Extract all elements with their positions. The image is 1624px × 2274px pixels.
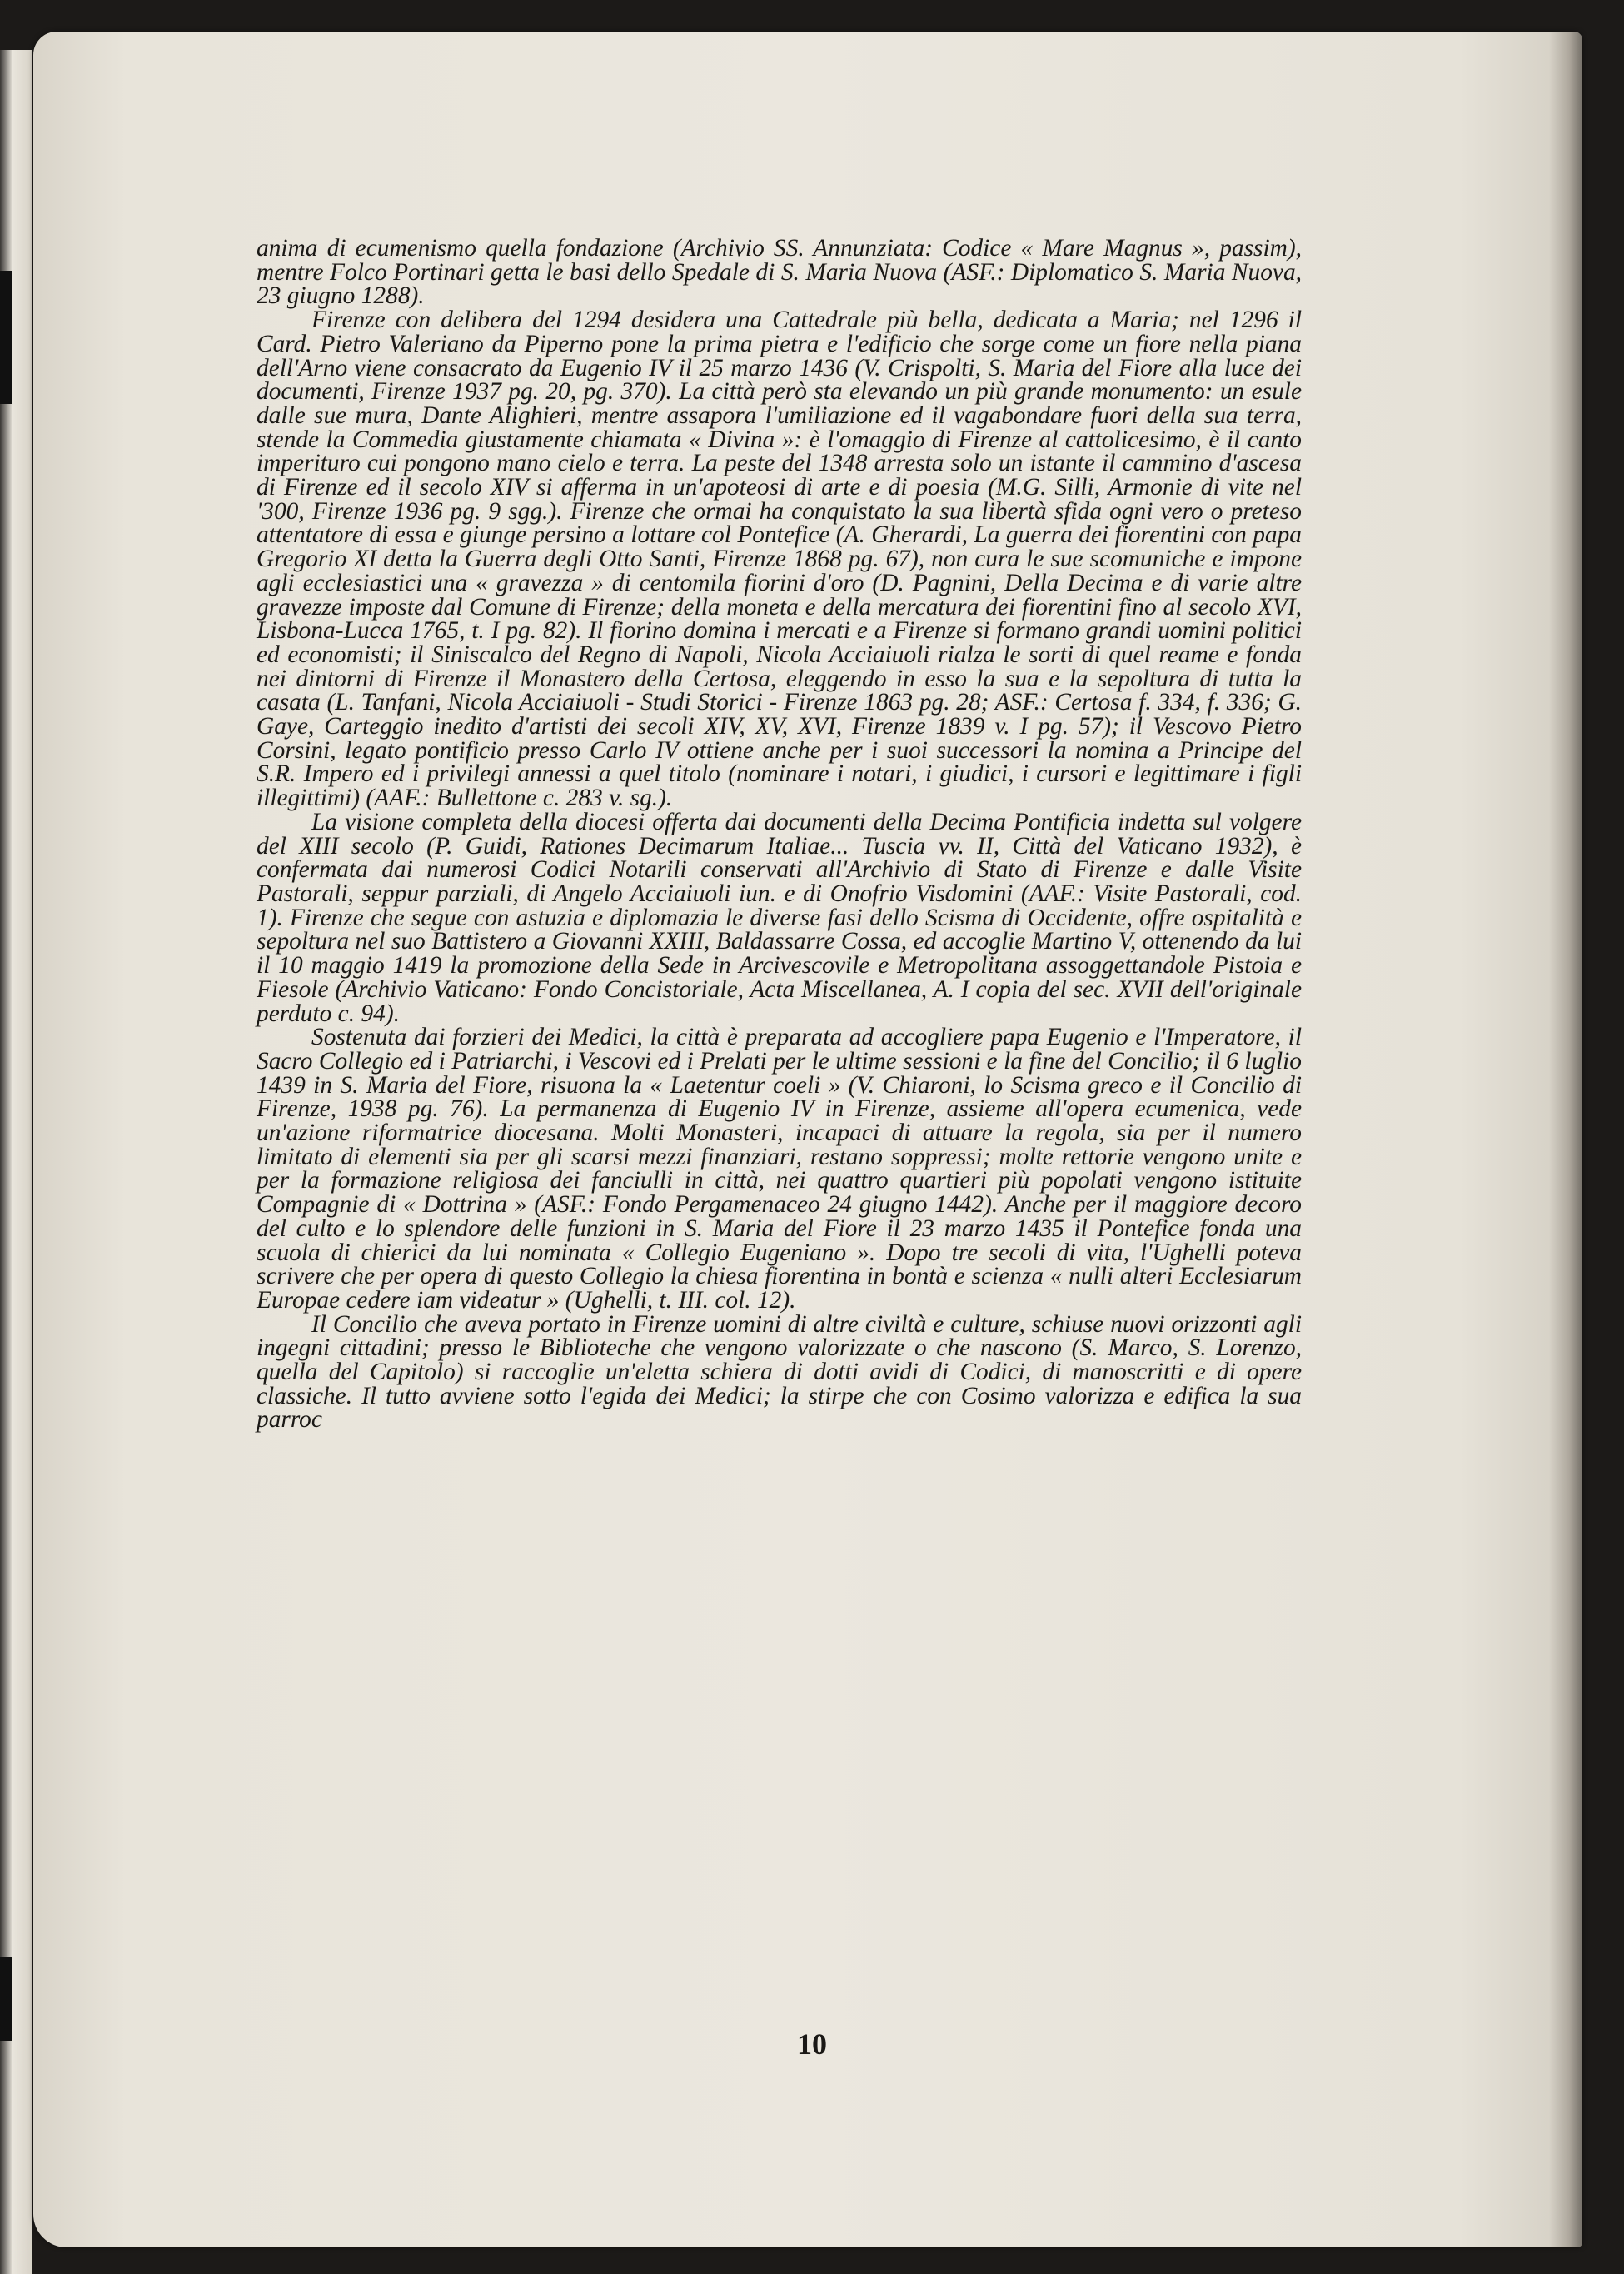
page-gutter-shadow — [1549, 32, 1582, 2247]
paragraph: Sostenuta dai forzieri dei Medici, la città è preparata ad accogliere papa Eugenio e l'Imperatore, il Sacro Collegio ed i Patriarchi, i Vescovi ed i Prelati per le ultime sessioni e la fine del Concilio; il 6 luglio 1439 in S. Maria del Fiore, risuona la « Laetentur coeli » (V. Chiaroni, lo Scisma greco e il Concilio di Firenze, 1938 pg. 76). La permanenza di Eugenio IV in Firenze, assieme all'opera ecumenica, vede un'azione riformatrice diocesana. Molti Monasteri, incapaci di attuare la regola, sia per il numero limitato di elementi sia per gli scarsi mezzi finanziari, restano soppressi; molte rettorie vengono unite e per la formazione religiosa dei fanciulli in città, nei quattro quartieri più popolati vengono istituite Compagnie di « Dottrina » (ASF.: Fondo Pergamenaceo 24 giugno 1442). Anche per il maggiore decoro del culto e lo splendore delle funzioni in S. Maria del Fiore il 23 marzo 1435 il Pontefice fonda una scuola di chierici da lui nominata « Collegio Eugeniano ». Dopo tre secoli di vita, l'Ughelli poteva scrivere che per opera di questo Collegio la chiesa fiorentina in bontà e scienza « nulli alteri Ecclesiarum Europae cedere iam videatur » (Ughelli, t. III. col. 12). — [257, 1024, 1302, 1314]
paragraph: La visione completa della diocesi offerta dai documenti della Decima Pontificia indetta sul volgere del XIII secolo (P. Guidi, Rationes Decimarum Italiae... Tuscia vv. II, Città del Vaticano 1932), è confermata dai numerosi Codici Notarili conservati all'Archivio di Stato di Firenze e dalle Visite Pastorali, seppur parziali, di Angelo Acciaiuoli iun. e di Onofrio Visdomini (AAF.: Visite Pastorali, cod. 1). Firenze che segue con astuzia e diplomazia le diverse fasi dello Scisma di Occidente, offre ospitalità e sepoltura nel suo Battistero a Giovanni XXIII, Baldassarre Cossa, ed accoglie Martino V, ottenendo da lui il 10 maggio 1419 la promozione della Sede in Arcivescovile e Metropolitana assoggettandole Pistoia e Fiesole (Archivio Vaticano: Fondo Concistoriale, Acta Miscellanea, A. I copia del sec. XVII dell'originale perduto c. 94). — [257, 808, 1302, 1027]
adjacent-page-edge — [0, 50, 32, 2274]
paragraph: anima di ecumenismo quella fondazione (Archivio SS. Annunziata: Codice « Mare Magnus », passim), mentre Folco Portinari getta le basi dello Spedale di S. Maria Nuova (ASF.: Diplomatico S. Maria Nuova, 23 giugno 1288). — [257, 235, 1302, 310]
scan-edge-mark — [0, 271, 12, 404]
paragraph: Il Concilio che aveva portato in Firenze uomini di altre civiltà e culture, schiuse nuovi orizzonti agli ingegni cittadini; presso le Biblioteche che vengono valorizzate o che nascono (S. Marco, S. Lorenzo, quella del Capitolo) si raccoglie un'eletta schiera di dotti avidi di Codici, di manoscritti e di opere classiche. Il tutto avviene sotto l'egida dei Medici; la stirpe che con Cosimo valorizza e edifica la sua parroc — [257, 1310, 1302, 1434]
page-number: 10 — [797, 2027, 827, 2061]
body-text — [257, 237, 1302, 1432]
paragraph: Firenze con delibera del 1294 desidera una Cattedrale più bella, dedicata a Maria; nel 1296 il Card. Pietro Valeriano da Piperno pone la prima pietra e l'edificio che sorge come un fiore nella piana dell'Arno viene consacrato da Eugenio IV il 25 marzo 1436 (V. Crispolti, S. Maria del Fiore alla luce dei documenti, Firenze 1937 pg. 20, pg. 370). La città però sta elevando un più grande monumento: un esule dalle sue mura, Dante Alighieri, mentre assapora l'umiliazione ed il vagabondare fuori della sua terra, stende la Commedia giustamente chiamata « Divina »: è l'omaggio di Firenze al cattolicesimo, è il canto imperituro cui pongono mano cielo e terra. La peste del 1348 arresta solo un istante il cammino d'ascesa di Firenze ed il secolo XIV si afferma in un'apoteosi di arte e di poesia (M.G. Silli, Armonie di vite nel '300, Firenze 1936 pg. 9 sgg.). Firenze che ormai ha conquistato la sua libertà sfida ogni vero o preteso attentatore di essa e giunge persino a lottare col Pontefice (A. Gherardi, La guerra dei fiorentini con papa Gregorio XI detta la Guerra degli Otto Santi, Firenze 1868 pg. 67), non cura le sue scomuniche e impone agli ecclesiastici una « gravezza » di centomila fiorini d'oro (D. Pagnini, Della Decima e di varie altre gravezze imposte dal Comune di Firenze; della moneta e della mercatura dei fiorentini fino al secolo XVI, Lisbona-Lucca 1765, t. I pg. 82). Il fiorino domina i mercati e a Firenze si formano grandi uomini politici ed economisti; il Siniscalco del Regno di Napoli, Nicola Acciaiuoli rialza le sorti di quel reame e fonda nei dintorni di Firenze il Monastero della Certosa, eleggendo in esso la sua e la sepoltura di tutta la casata (L. Tanfani, Nicola Acciaiuoli - Studi Storici - Firenze 1863 pg. 28; ASF.: Certosa f. 334, f. 336; G. Gaye, Carteggio inedito d'artisti dei secoli XIV, XV, XVI, Firenze 1839 v. I pg. 57); il Vescovo Pietro Corsini, legato pontificio presso Carlo IV ottiene anche per i suoi successori la nomina a Principe del S.R. Impero ed i privilegi annessi a quel titolo (nominare i notari, i giudici, i cursori e legittimare i figli illegittimi) (AAF.: Bullettone c. 283 v. sg.). — [257, 307, 1302, 812]
